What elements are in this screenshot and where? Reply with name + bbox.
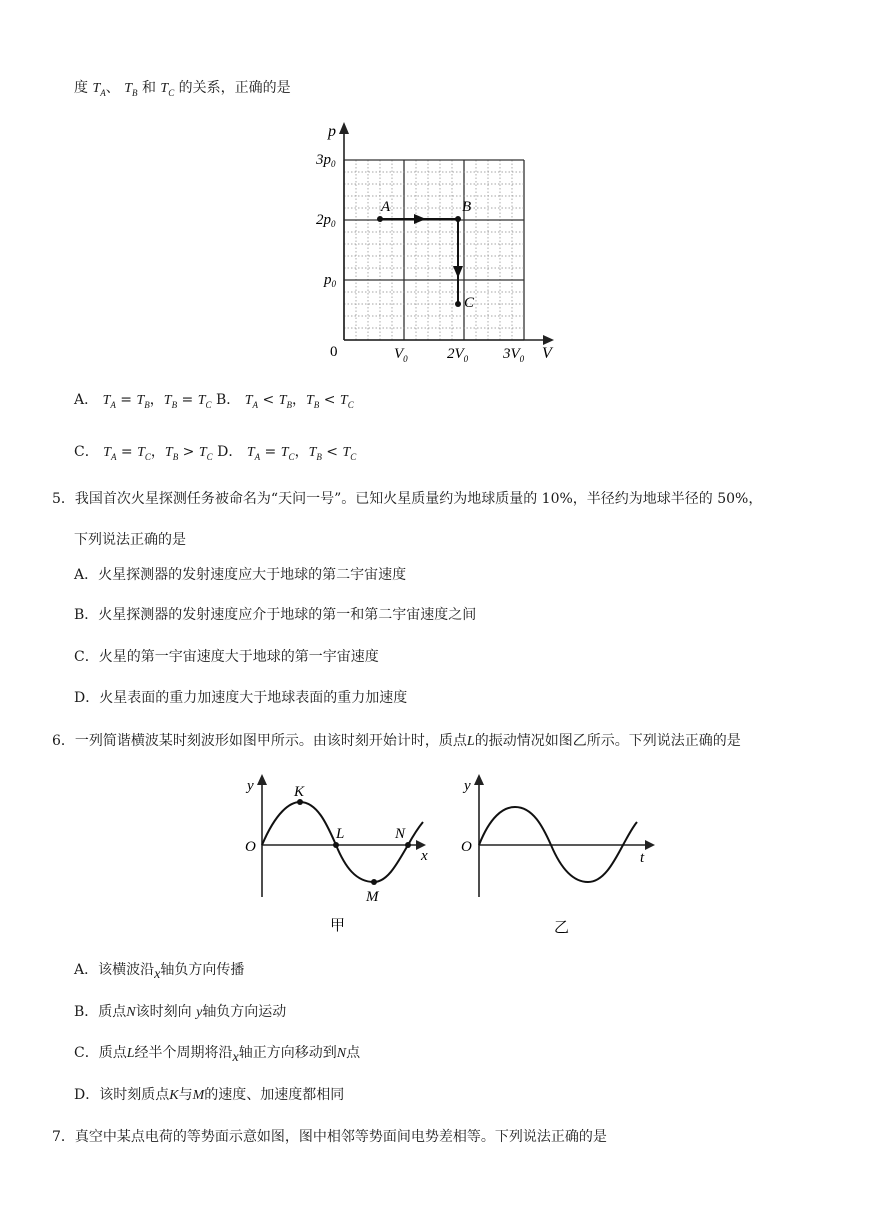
v-tick-3v0: $3V_0$ — [503, 346, 525, 364]
p-axis-label: p — [328, 123, 336, 140]
intro-suffix: 的关系，正确的是 — [178, 80, 291, 96]
jia-point-m — [371, 879, 377, 885]
point-a-label: A — [381, 199, 391, 215]
point-a — [377, 216, 383, 222]
q4-option-c[interactable]: C． $T_A = T_C$，$T_B > T_C$ — [74, 444, 213, 462]
p-axis-arrow — [339, 122, 349, 134]
origin-label: 0 — [330, 344, 338, 360]
point-c — [455, 301, 461, 307]
q5-option-a[interactable]: A．火星探测器的发射速度应大于地球的第二宇宙速度 — [74, 567, 407, 583]
v-tick-2v0: $2V_0$ — [447, 346, 469, 364]
v-axis-arrow — [543, 335, 554, 345]
jia-k-label: K — [294, 784, 305, 800]
q5-option-d[interactable]: D．火星表面的重力加速度大于地球表面的重力加速度 — [74, 690, 408, 706]
pv-diagram — [310, 118, 570, 373]
jia-point-l — [333, 842, 339, 848]
yi-y-label: y — [464, 778, 471, 794]
v-tick-v0: $V_0$ — [394, 346, 408, 364]
q5-stem-line2: 下列说法正确的是 — [74, 532, 186, 548]
pv-grid — [344, 160, 524, 340]
point-c-label: C — [464, 295, 475, 311]
yi-t-arrow — [645, 840, 655, 850]
jia-x-label: x — [421, 848, 428, 864]
q4-option-a[interactable]: A． $T_A = T_B$，$T_B = T_C$ — [74, 392, 212, 410]
q4-options-row2 — [74, 442, 356, 467]
intro-prefix: 度 — [74, 80, 88, 96]
point-b — [455, 216, 461, 222]
q4-option-b[interactable]: B． $T_A < T_B$，$T_B < T_C$ — [216, 392, 354, 410]
temp-b: $T_B$ — [124, 81, 138, 98]
q5-stem-line1: 5．我国首次火星探测任务被命名为“天问一号”。已知火星质量约为地球质量的 10%，半径约为地球半径的 50%， — [52, 491, 763, 507]
question-4-tail — [74, 78, 291, 103]
q4-options-row1 — [74, 390, 354, 415]
q4-option-d[interactable]: D． $T_A = T_C$，$T_B < T_C$ — [217, 444, 357, 462]
q6-option-c[interactable]: C．质点L经半个周期将沿x轴正方向移动到N点 — [74, 1045, 361, 1065]
intro-and: 和 — [141, 80, 156, 96]
yi-t-label: t — [640, 850, 645, 866]
yi-y-arrow — [474, 774, 484, 785]
jia-wave — [262, 802, 423, 882]
v-axis-label: V — [542, 345, 552, 362]
jia-y-label: y — [247, 778, 254, 794]
q5-option-c[interactable]: C．火星的第一宇宙速度大于地球的第一宇宙速度 — [74, 649, 379, 665]
p-tick-p0: $p_0$ — [324, 272, 336, 289]
p-tick-2p0: $2p_0$ — [316, 212, 336, 229]
pv-axes — [339, 122, 554, 345]
temp-a: $T_A$ — [92, 81, 106, 98]
q6-option-a[interactable]: A．该横波沿x轴负方向传播 — [74, 962, 245, 982]
intro-separator: 、 — [105, 80, 120, 96]
jia-n-label: N — [395, 826, 406, 842]
jia-origin-label: O — [245, 839, 256, 855]
wave-figure-jia — [238, 772, 443, 937]
q6-option-b[interactable]: B．质点N该时刻向 y轴负方向运动 — [74, 1004, 287, 1020]
process-lines — [377, 214, 463, 307]
vibration-figure-yi — [455, 772, 655, 937]
bc-arrow — [453, 266, 463, 278]
jia-m-label: M — [366, 889, 379, 905]
q6-option-d[interactable]: D．该时刻质点K与M的速度、加速度都相同 — [74, 1087, 345, 1103]
jia-caption: 甲 — [330, 918, 346, 934]
point-b-label: B — [462, 199, 472, 215]
q7-stem: 7．真空中某点电荷的等势面示意如图，图中相邻等势面间电势差相等。下列说法正确的是 — [52, 1129, 607, 1145]
temp-c: $T_C$ — [160, 81, 175, 98]
jia-point-n — [405, 842, 411, 848]
ab-arrow — [414, 214, 426, 224]
q5-option-b[interactable]: B．火星探测器的发射速度应介于地球的第一和第二宇宙速度之间 — [74, 607, 477, 623]
q6-stem: 6．一列简谐横波某时刻波形如图甲所示。由该时刻开始计时，质点L的振动情况如图乙所示。下列说法正确的是 — [52, 733, 741, 749]
p-tick-3p0: $3p_0$ — [316, 152, 336, 169]
jia-l-label: L — [336, 826, 345, 842]
jia-y-arrow — [257, 774, 267, 785]
yi-caption: 乙 — [554, 920, 570, 936]
yi-origin-label: O — [461, 839, 472, 855]
